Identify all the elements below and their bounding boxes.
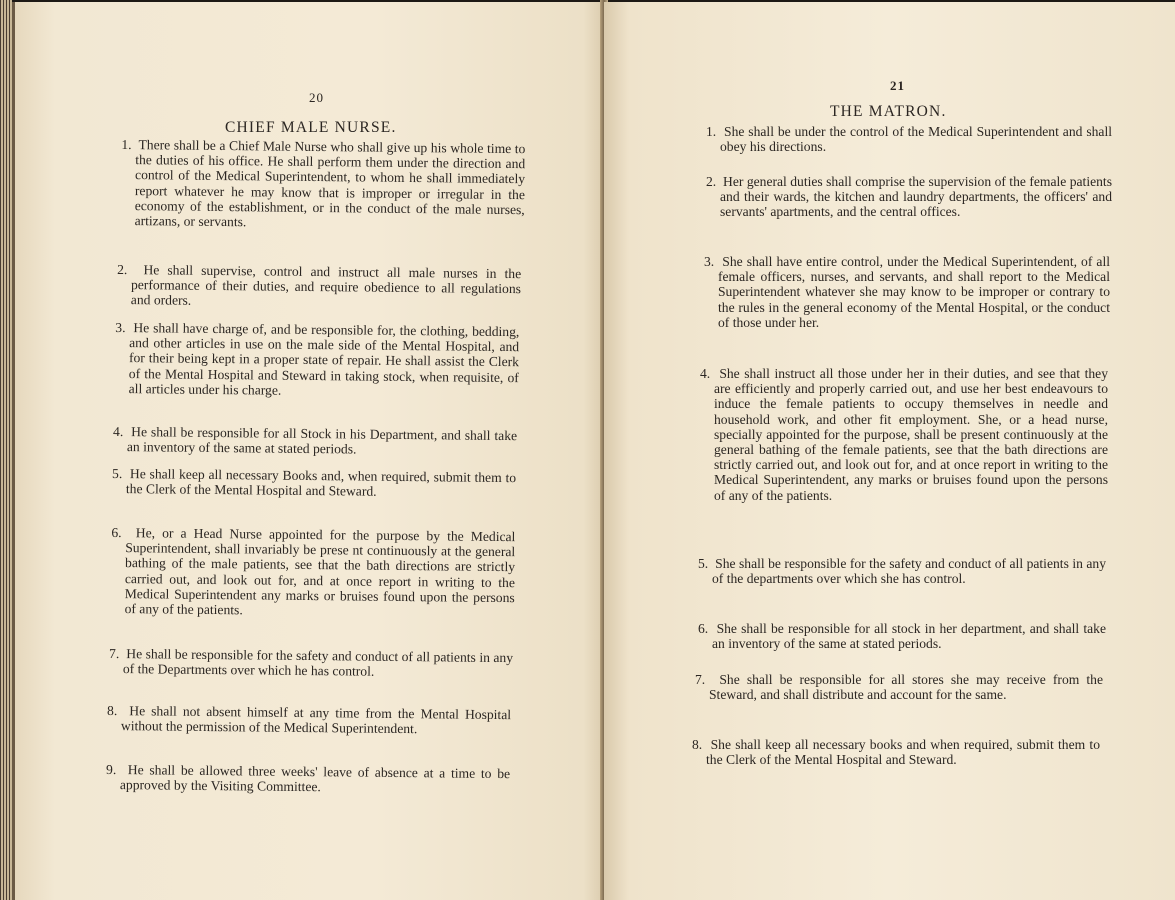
right-item-2-number: 2.	[706, 174, 717, 189]
right-item-2	[692, 174, 1112, 220]
right-item-8-text: She shall keep all necessary books and when required, submit them to the Clerk of the Mental Hospital and Steward.	[706, 737, 1100, 768]
right-item-4-number: 4.	[700, 366, 711, 381]
page-edges	[0, 0, 12, 900]
left-item-9-number: 9.	[106, 761, 117, 778]
left-item-3-text: He shall have charge of, and be responsible for, the clothing, bedding, and other articles in use on the male side of the Mental Hospital, and for their being kept in a proper state of repair. He shall assist the Clerk of the Mental Hospital and Steward in taking stock, when requisite, of all articles under his charge.	[128, 320, 520, 398]
right-item-7-number: 7.	[695, 672, 706, 687]
right-item-2-text: Her general duties shall comprise the supervision of the female patients and their wards, the kitchen and laundry departments, the officers' and servants' apartments, and the central offices.	[720, 174, 1112, 220]
right-page	[604, 2, 1175, 900]
left-item-9-text: He shall be allowed three weeks' leave of absence at a time to be approved by the Visiting Committee.	[119, 762, 511, 795]
right-item-7	[681, 672, 1103, 702]
left-item-1-text: There shall be a Chief Male Nurse who shall give up his whole time to the duties of his office. He shall perform them under the direction and control of the Medical Superintendent, to whom he shall immediately report whatever he may know that is improper or irregular in the economy of the establishment, or in the conduct of the male nurses, artizans, or servants.	[134, 137, 526, 230]
right-page-heading: THE MATRON.	[830, 103, 947, 120]
left-item-8-text: He shall not absent himself at any time from the Mental Hospital without the permission of the Medical Superintendent.	[120, 703, 512, 737]
left-item-6-number: 6.	[111, 524, 122, 541]
right-item-4-text: She shall instruct all those under her in their duties, and see that they are efficiently and properly carried out, and use her best endeavours to induce the female patients to occupy themselves in needle and household work, and other fit employment. She, or a head nurse, specially appointed for the purpose, shall be present continuously at the general bathing of the female patients, see that the bath directions are strictly carried out, and look out for, and at once report in writing to the Medical Superintendent, any marks or bruises found upon the persons of any of the patients.	[714, 366, 1108, 503]
right-item-1	[692, 124, 1112, 154]
right-item-7-text: She shall be responsible for all stores she may receive from the Steward, and shall distribute and account for the same.	[709, 672, 1104, 703]
left-item-7	[95, 645, 514, 679]
right-item-3-number: 3.	[704, 254, 715, 269]
left-page-number: 20	[309, 90, 324, 105]
right-item-8	[678, 737, 1100, 767]
right-item-1-number: 1.	[706, 124, 717, 139]
left-item-2	[103, 261, 522, 310]
left-item-6-text: He, or a Head Nurse appointed for the purpose by the Medical Superintendent, shall invariably be prese nt continuously at the general bathing of the male patients, see that the bath directions are strictly carried out, and look out for, and at once report in writing to the Medical Superintendent any marks or bruises found upon the persons of any of the patients.	[124, 525, 516, 618]
left-item-7-number: 7.	[109, 645, 120, 662]
right-item-5-text: She shall be responsible for the safety and conduct of all patients in any of the departments over which she has control.	[712, 556, 1106, 587]
left-item-3	[101, 319, 520, 398]
right-page-number: 21	[890, 78, 905, 93]
left-page	[12, 2, 607, 900]
left-item-8	[93, 702, 512, 737]
left-item-7-text: He shall be responsible for the safety and conduct of all patients in any of the Departments over which he has control.	[122, 646, 514, 679]
left-item-3-number: 3.	[115, 319, 126, 336]
left-item-4	[99, 423, 518, 457]
left-item-5-number: 5.	[112, 465, 123, 482]
right-item-4	[686, 366, 1108, 503]
left-item-9	[92, 761, 511, 795]
left-item-1	[107, 136, 526, 230]
right-item-1-text: She shall be under the control of the Medical Superintendent and shall obey his directions.	[720, 124, 1112, 155]
right-item-5	[684, 556, 1106, 586]
left-item-5	[98, 465, 517, 499]
left-item-4-number: 4.	[113, 423, 124, 440]
left-item-6	[97, 524, 516, 618]
right-item-8-number: 8.	[692, 737, 703, 752]
right-item-6-text: She shall be responsible for all stock in her department, and shall take an inventory of the same at stated periods.	[712, 621, 1107, 652]
right-item-3	[690, 254, 1110, 330]
left-item-2-number: 2.	[117, 261, 128, 278]
left-item-2-text: He shall supervise, control and instruct all male nurses in the performance of their duties, and require obedience to all regulations and orders.	[130, 262, 522, 309]
left-page-heading: CHIEF MALE NURSE.	[225, 119, 397, 136]
right-item-3-text: She shall have entire control, under the Medical Superintendent, of all female officers, nurses, and servants, and shall report to the Medical Superintendent whatever she may know to be improper or contrary to the rules in the general economy of the Mental Hospital, or the conduct of those under her.	[718, 254, 1111, 330]
left-item-5-text: He shall keep all necessary Books and, when required, submit them to the Clerk of the Mental Hospital and Steward.	[125, 466, 517, 499]
right-item-6	[684, 621, 1106, 651]
right-item-6-number: 6.	[698, 621, 709, 636]
left-item-8-number: 8.	[107, 702, 118, 719]
right-item-5-number: 5.	[698, 556, 709, 571]
left-item-1-number: 1.	[121, 136, 132, 153]
left-item-4-text: He shall be responsible for all Stock in his Department, and shall take an inventory of the same at stated periods.	[126, 424, 518, 457]
